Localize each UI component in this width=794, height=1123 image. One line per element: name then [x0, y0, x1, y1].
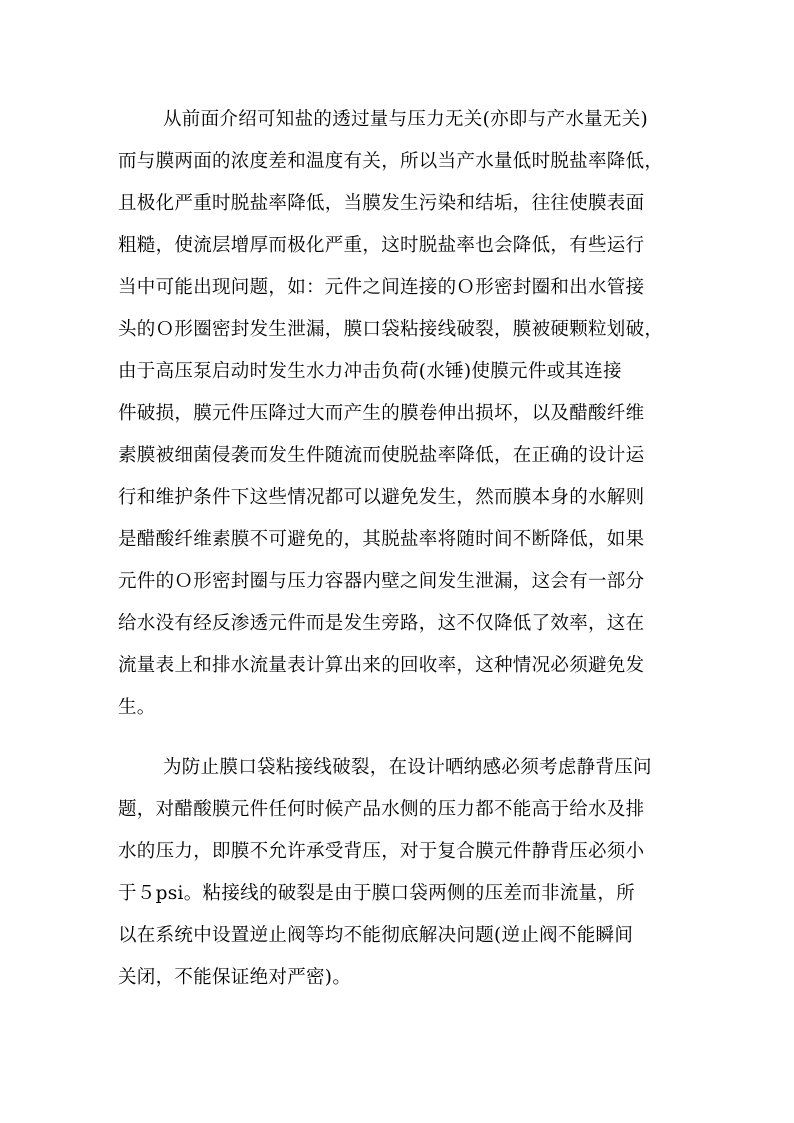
- paragraph-1-line-2: 而与膜两面的浓度差和温度有关，所以当产水量低时脱盐率降低，: [118, 151, 664, 172]
- paragraph-1-line-1: 从前面介绍可知盐的透过量与压力无关(亦即与产水量无关): [163, 109, 649, 130]
- paragraph-1-line-5: 当中可能出现问题，如：元件之间连接的Ｏ形密封圈和出水管接: [118, 277, 645, 298]
- paragraph-1-line-11: 是醋酸纤维素膜不可避免的，其脱盐率将随时间不断降低，如果: [118, 529, 645, 550]
- paragraph-1-line-9: 素膜被细菌侵袭而发生件随流而使脱盐率降低，在正确的设计运: [118, 445, 645, 466]
- paragraph-1-line-14: 流量表上和排水流量表计算出来的回收率，这种情况必须避免发: [118, 655, 645, 676]
- paragraph-1-line-8: 件破损，膜元件压降过大而产生的膜卷伸出损坏，以及醋酸纤维: [118, 403, 645, 424]
- paragraph-2-line-3: 水的压力，即膜不允许承受背压，对于复合膜元件静背压必须小: [118, 841, 645, 862]
- paragraph-2-line-4: 于５psi。粘接线的破裂是由于膜口袋两侧的压差而非流量，所: [118, 883, 635, 904]
- paragraph-1-line-3: 且极化严重时脱盐率降低，当膜发生污染和结垢，往往使膜表面: [118, 193, 645, 214]
- paragraph-1-line-4: 粗糙，使流层增厚而极化严重，这时脱盐率也会降低，有些运行: [118, 235, 645, 256]
- paragraph-1-line-10: 行和维护条件下这些情况都可以避免发生，然而膜本身的水解则: [118, 487, 645, 508]
- paragraph-1-line-7: 由于高压泵启动时发生水力冲击负荷(水锤)使膜元件或其连接: [118, 361, 622, 382]
- paragraph-2-line-2: 题，对醋酸膜元件任何时候产品水侧的压力都不能高于给水及排: [118, 799, 645, 820]
- paragraph-1-line-6: 头的Ｏ形圈密封发生泄漏，膜口袋粘接线破裂，膜被硬颗粒划破，: [118, 319, 664, 340]
- paragraph-2-line-1: 为防止膜口袋粘接线破裂，在设计哂纳感必须考虑静背压问: [163, 757, 652, 778]
- paragraph-1-line-13: 给水没有经反渗透元件而是发生旁路，这不仅降低了效率，这在: [118, 613, 645, 634]
- paragraph-1-line-15: 生。: [118, 697, 156, 718]
- paragraph-2-line-6: 关闭，不能保证绝对严密)。: [118, 967, 352, 988]
- paragraph-1-line-12: 元件的Ｏ形密封圈与压力容器内壁之间发生泄漏，这会有一部分: [118, 571, 645, 592]
- paragraph-2-line-5: 以在系统中设置逆止阀等均不能彻底解决问题(逆止阀不能瞬间: [118, 925, 634, 946]
